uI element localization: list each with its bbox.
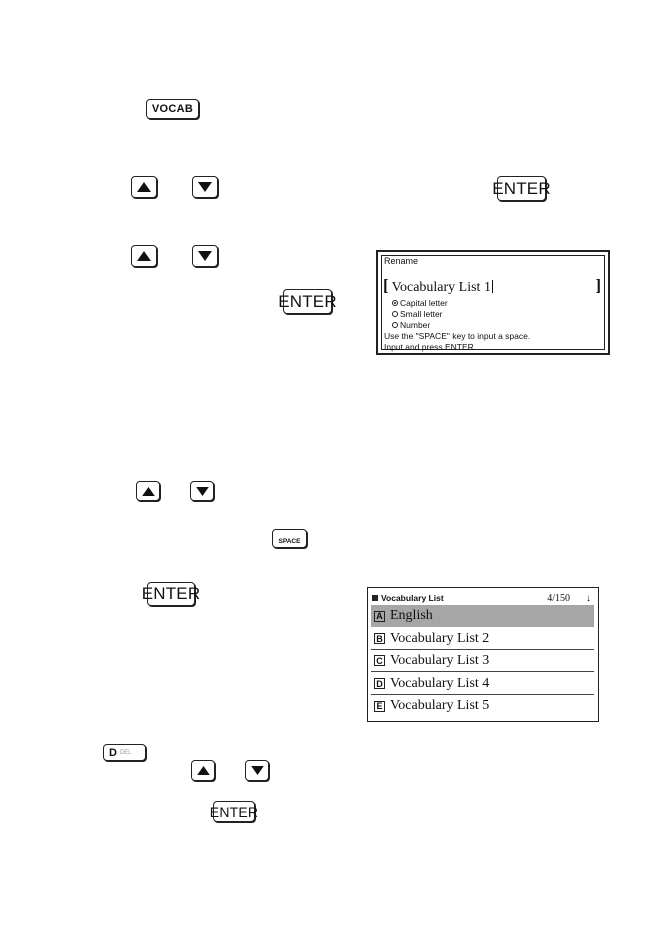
- item-label: Vocabulary List 4: [390, 675, 490, 691]
- item-badge: D: [374, 678, 385, 689]
- bracket-close: ]: [595, 276, 601, 295]
- list-item[interactable]: [371, 673, 594, 695]
- rename-value: Vocabulary List 1: [391, 280, 491, 295]
- rename-input[interactable]: [383, 276, 601, 296]
- space-key-label: SPACE: [278, 538, 301, 545]
- down-triangle-icon: [198, 182, 212, 192]
- text-cursor: [492, 280, 493, 293]
- up-triangle-icon: [137, 251, 151, 261]
- item-label: Vocabulary List 2: [390, 630, 490, 646]
- up-arrow-key: [191, 760, 215, 781]
- up-arrow-key: [131, 176, 157, 198]
- bracket-open: [: [383, 276, 389, 295]
- item-badge: B: [374, 633, 385, 644]
- list-item[interactable]: [371, 628, 594, 650]
- list-item[interactable]: [371, 650, 594, 672]
- item-label: Vocabulary List 5: [390, 698, 490, 713]
- item-badge: A: [374, 611, 385, 622]
- up-arrow-key: [136, 481, 160, 501]
- up-triangle-icon: [142, 487, 155, 496]
- down-arrow-key: [245, 760, 269, 781]
- down-arrow-key: [190, 481, 214, 501]
- up-triangle-icon: [137, 182, 151, 192]
- option-number[interactable]: [392, 320, 430, 330]
- option-capital-letter[interactable]: [392, 298, 448, 308]
- option-label: Small letter: [400, 309, 443, 319]
- option-label: Capital letter: [400, 298, 448, 308]
- del-key: [103, 744, 146, 761]
- vocabulary-list-screen: [367, 587, 599, 722]
- enter-key: [141, 582, 201, 606]
- option-label: Number: [400, 320, 431, 330]
- space-key: [272, 529, 307, 548]
- down-triangle-icon: [198, 251, 212, 261]
- item-badge: E: [374, 701, 385, 712]
- item-label: English: [390, 608, 433, 623]
- radio-selected-icon: [392, 300, 398, 306]
- option-small-letter[interactable]: [392, 309, 443, 319]
- list-title: Vocabulary List: [381, 593, 444, 603]
- del-key-main: D: [109, 746, 117, 759]
- list-item[interactable]: [371, 695, 594, 717]
- item-label: Vocabulary List 3: [390, 652, 490, 668]
- enter-key: [492, 176, 551, 201]
- down-arrow-key: [192, 176, 218, 198]
- enter-key-label: ENTER: [278, 291, 337, 311]
- list-count: 4/150: [547, 592, 570, 604]
- del-key-sub: DEL: [119, 749, 132, 756]
- down-triangle-icon: [196, 487, 209, 496]
- scroll-down-icon: ↓: [586, 592, 591, 604]
- down-triangle-icon: [251, 766, 264, 775]
- enter-key: [278, 289, 337, 314]
- list-header: [372, 591, 594, 605]
- list-item[interactable]: [371, 605, 594, 627]
- enter-key-label: ENTER: [492, 178, 551, 198]
- radio-icon: [392, 311, 398, 317]
- header-square-icon: [372, 595, 378, 601]
- vocab-key-label: VOCAB: [151, 103, 194, 115]
- up-triangle-icon: [197, 766, 210, 775]
- rename-note-enter: Input and press ENTER.: [384, 342, 477, 352]
- enter-key: [209, 801, 259, 822]
- rename-note-space: Use the "SPACE" key to input a space.: [384, 331, 531, 341]
- item-badge: C: [374, 655, 385, 666]
- enter-key-label: ENTER: [209, 803, 259, 820]
- enter-key-label: ENTER: [141, 584, 201, 603]
- up-arrow-key: [131, 245, 157, 267]
- vocab-key: [146, 99, 199, 119]
- radio-icon: [392, 322, 398, 328]
- rename-screen: [376, 250, 610, 355]
- down-arrow-key: [192, 245, 218, 267]
- rename-title: Rename: [384, 256, 419, 266]
